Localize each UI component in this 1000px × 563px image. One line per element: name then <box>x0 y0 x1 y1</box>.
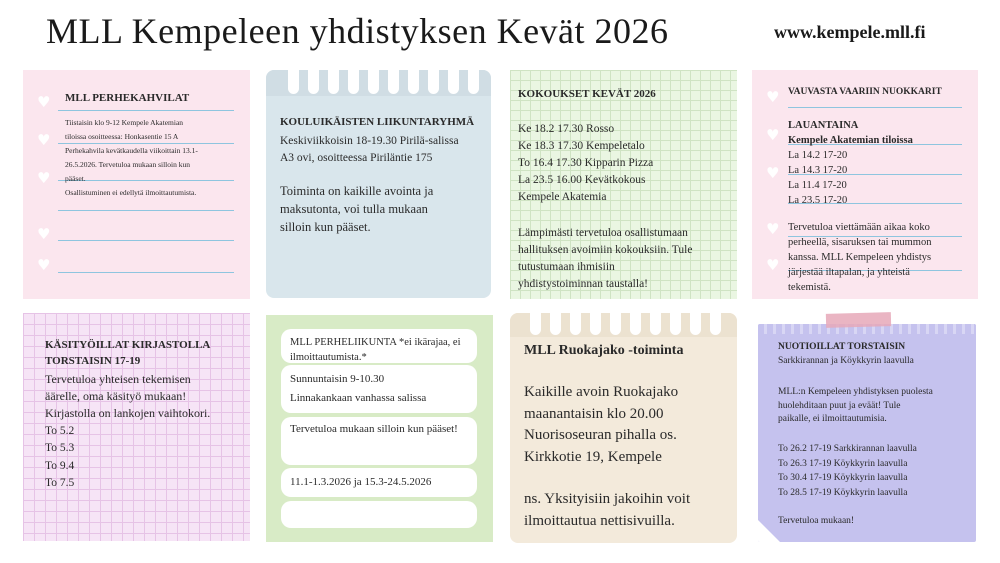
card-text: Tervetuloa yhteisen tekemisen äärelle, oma käsityö mukaan! Kirjastolla on lankojen vaihtokori. <box>45 372 211 420</box>
heart-icon: ♥ <box>766 88 780 106</box>
divider <box>788 107 962 108</box>
list-item: La 11.4 17-20 <box>788 180 847 191</box>
heart-icon: ♥ <box>766 126 780 144</box>
list-item: La 14.3 17-20 <box>788 165 848 176</box>
list-item: Ke 18.3 17.30 Kempeletalo <box>518 140 645 152</box>
card-perheliikunta <box>266 315 493 542</box>
list-item: Ke 18.2 17.30 Rosso <box>518 123 615 135</box>
list-item: Kempele Akatemia <box>518 191 607 203</box>
list-item: La 14.2 17-20 <box>788 150 848 161</box>
card-heading: MLL PERHELIIKUNTA *ei ikärajaa, ei ilmoittautumista.* <box>290 337 461 363</box>
card-kasityoillat <box>23 313 250 541</box>
card-heading: KOULUIKÄISTEN LIIKUNTARYHMÄ <box>280 116 475 128</box>
list-item: To 30.4 17-19 Köykkyrin laavulla <box>778 473 908 483</box>
card-ruokajako <box>510 313 737 543</box>
divider <box>58 210 234 211</box>
card-text: Toiminta on kaikille avointa ja maksutonta, voi tulla mukaan silloin kun pääset. <box>280 184 434 234</box>
text-box <box>281 501 477 528</box>
card-note: Osallistuminen ei edellytä ilmoittautumista. <box>65 188 197 197</box>
list-item: To 16.4 17.30 Kipparin Pizza <box>518 157 654 169</box>
heart-icon: ♥ <box>37 256 51 274</box>
card-heading: MLL Ruokajako -toiminta <box>524 343 684 358</box>
list-item: To 28.5 17-19 Köykkyrin laavulla <box>778 487 908 498</box>
card-note: ns. Yksityisiin jakoihin voit ilmoittautua nettisivuilla. <box>524 491 691 529</box>
card-text: Lämpimästi tervetuloa osallistumaan hallituksen avoimiin kokouksiin. Tule tutustumaan ihmisiin yhdistystoiminnan taustalla! <box>518 227 693 290</box>
card-text: Tervetuloa mukaan silloin kun pääset! <box>290 423 458 435</box>
list-item: To 26.3 17-19 Köykkyrin laavulla <box>778 458 908 469</box>
card-text: Tiistaisin klo 9-12 Kempele Akatemian tiloissa osoitteessa: Honkasentie 15 A Perhekahvila kevätkaudella viikoittain 13.1- 26.5.2026. Tervetuloa mukaan silloin kun pääset. <box>65 118 198 183</box>
card-heading: NUOTIOILLAT TORSTAISIN <box>778 342 906 352</box>
divider <box>58 272 234 273</box>
heart-icon: ♥ <box>37 131 51 149</box>
notebook-holes <box>266 70 491 96</box>
card-heading: KOKOUKSET KEVÄT 2026 <box>518 88 656 100</box>
card-subheading: Sarkkirannan ja Köykkyrin laavulla <box>778 356 914 366</box>
event-dates <box>45 423 74 493</box>
notebook-holes <box>510 313 737 337</box>
heart-icon: ♥ <box>37 169 51 187</box>
list-item: To 7.5 <box>45 477 75 490</box>
card-schedule: Sunnuntaisin 9-10.30 Linnakankaan vanhassa salissa <box>290 373 427 404</box>
card-heading: VAUVASTA VAARIIN NUOKKARIT <box>788 87 942 97</box>
heart-icon: ♥ <box>766 164 780 182</box>
card-heading: MLL PERHEKAHVILAT <box>65 92 190 104</box>
list-item: To 9.4 <box>45 459 75 472</box>
list-item: La 23.5 17-20 <box>788 195 848 206</box>
website-url[interactable]: www.kempele.mll.fi <box>774 22 926 42</box>
meeting-list <box>518 121 653 206</box>
card-perhekahvilat <box>23 70 250 299</box>
event-dates: LAUANTAINA Kempele Akatemian tiloissa La 14.2 17-20 La 14.3 17-20 La 11.4 17-20 La 23.5 17-20 <box>788 120 913 206</box>
card-text: Tervetuloa viettämään aikaa koko perheellä, sisaruksen tai mummon kanssa. MLL Kempeleen yhdistys järjestää iltapalan, ja yhteistä tekemistä. <box>788 222 932 293</box>
page-fold <box>758 520 780 542</box>
card-closing: Tervetuloa mukaan! <box>778 516 855 526</box>
list-item: To 26.2 17-19 Sarkkirannan laavulla <box>778 444 917 454</box>
heart-icon: ♥ <box>37 225 51 243</box>
card-nuotioillat <box>758 324 976 542</box>
divider <box>58 110 234 111</box>
list-item: To 5.2 <box>45 425 75 437</box>
heart-icon: ♥ <box>766 256 780 274</box>
heart-icon: ♥ <box>766 220 780 238</box>
card-schedule: Keskiviikkoisin 18-19.30 Pirilä-salissa A3 ovi, osoitteessa Piriläntie 175 <box>280 135 459 164</box>
heart-icon: ♥ <box>37 93 51 111</box>
card-liikuntaryhma <box>266 70 491 298</box>
card-text: Kaikille avoin Ruokajako maanantaisin klo 20.00 Nuorisoseuran pihalla os. Kirkkotie 19, Kempele <box>524 384 679 465</box>
card-text: MLL:n Kempeleen yhdistyksen puolesta huolehditaan puut ja eväät! Tule paikalle, ei ilmoittautumisia. <box>778 387 933 424</box>
list-item: La 23.5 16.00 Kevätkokous <box>518 174 646 186</box>
card-heading: KÄSITYÖILLAT KIRJASTOLLA TORSTAISIN 17-19 <box>45 339 211 367</box>
page-title: MLL Kempeleen yhdistyksen Kevät 2026 <box>46 11 669 51</box>
event-dates <box>778 442 917 500</box>
tape-strip <box>826 312 891 328</box>
card-nuokkarit <box>752 70 978 299</box>
card-kokoukset <box>510 70 737 299</box>
divider <box>58 240 234 241</box>
date-range: 11.1-1.3.2026 ja 15.3-24.5.2026 <box>290 476 432 488</box>
list-item: To 5.3 <box>45 442 75 455</box>
